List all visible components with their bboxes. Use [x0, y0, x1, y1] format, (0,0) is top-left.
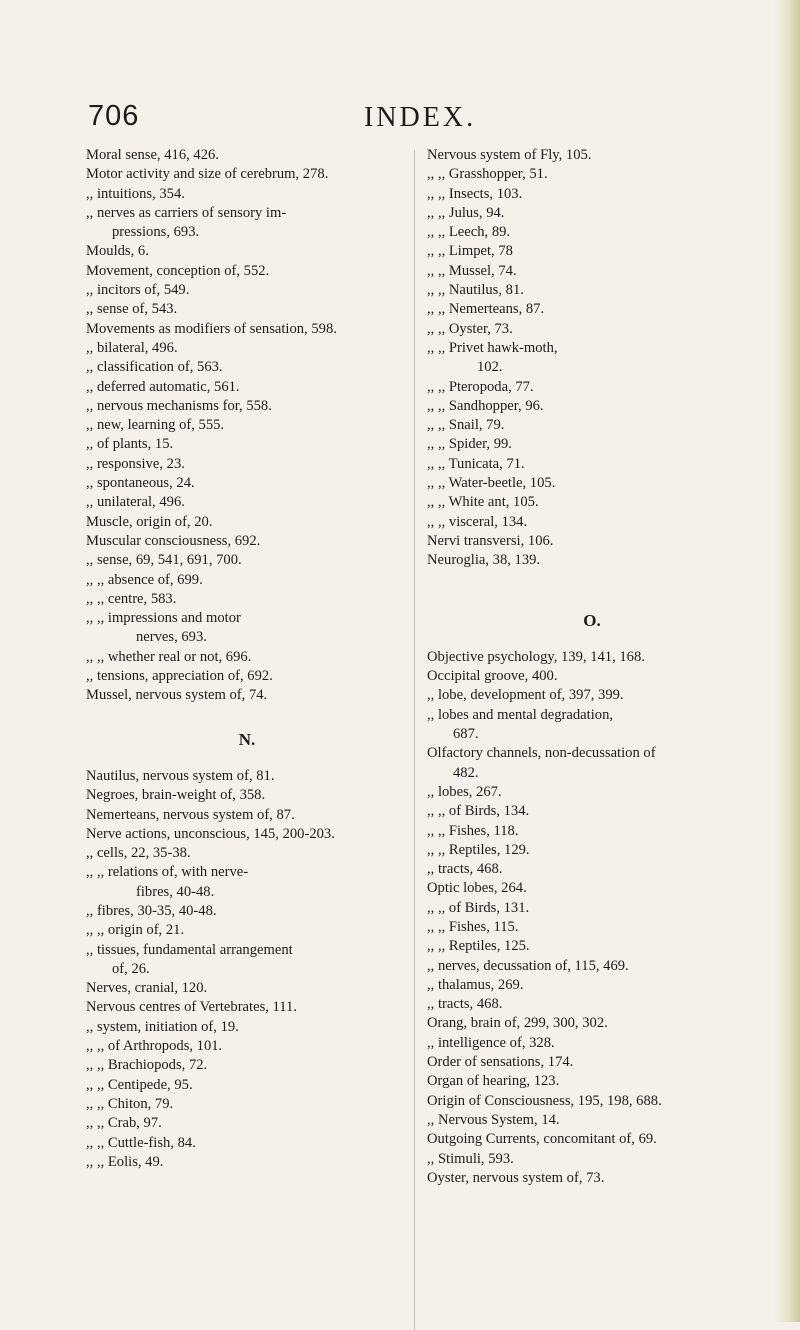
index-entry: Outgoing Currents, concomitant of, 69.	[427, 1131, 657, 1148]
index-entry: Neuroglia, 38, 139.	[427, 552, 541, 569]
index-entry: ,, classification of, 563.	[86, 359, 223, 376]
index-entry: ,, ,, Nautilus, 81.	[427, 282, 524, 299]
index-entry: Negroes, brain-weight of, 358.	[86, 787, 266, 804]
index-entry: ,, ,, Grasshopper, 51.	[427, 166, 548, 183]
index-entry: ,, lobe, development of, 397, 399.	[427, 687, 624, 704]
index-entry: ,, cells, 22, 35-38.	[86, 845, 191, 862]
index-entry: Nervous centres of Vertebrates, 111.	[86, 999, 297, 1016]
index-entry: ,, ,, Pteropoda, 77.	[427, 378, 534, 395]
index-entry: Order of sensations, 174.	[427, 1054, 574, 1071]
left-column	[86, 146, 408, 1172]
index-entry: ,, ,, Privet hawk-moth,	[427, 339, 558, 356]
index-entry-continuation: of, 26.	[112, 960, 150, 977]
index-entry: Nerve actions, unconscious, 145, 200-203.	[86, 825, 335, 842]
index-entry-continuation: 102.	[477, 359, 503, 376]
index-entry-continuation: fibres, 40-48.	[136, 883, 215, 900]
index-entry: ,, tracts, 468.	[427, 861, 503, 878]
index-entry: ,, tissues, fundamental arrangement	[86, 941, 293, 958]
index-entry: ,, ,, Tunicata, 71.	[427, 455, 525, 472]
index-entry: Muscular consciousness, 692.	[86, 532, 261, 549]
index-entry: ,, ,, Julus, 94.	[427, 204, 505, 221]
index-entry: ,, Nervous System, 14.	[427, 1111, 560, 1128]
index-entry: ,, ,, Sandhopper, 96.	[427, 397, 544, 414]
index-entry: ,, ,, of Birds, 134.	[427, 803, 530, 820]
index-entry: ,, ,, Leech, 89.	[427, 224, 511, 241]
index-entry: ,, ,, relations of, with nerve-	[86, 864, 249, 881]
index-entry: ,, ,, Cuttle-fish, 84.	[86, 1134, 196, 1151]
index-entry: Orang, brain of, 299, 300, 302.	[427, 1015, 608, 1032]
index-entry: ,, system, initiation of, 19.	[86, 1018, 239, 1035]
index-entry: ,, ,, Eolis, 49.	[86, 1153, 164, 1170]
index-entry: ,, ,, Crab, 97.	[86, 1115, 162, 1132]
index-entry: Movements as modifiers of sensation, 598.	[86, 320, 337, 337]
index-entry: ,, ,, White ant, 105.	[427, 494, 539, 511]
index-entry: Optic lobes, 264.	[427, 880, 527, 897]
index-entry: ,, unilateral, 496.	[86, 494, 185, 511]
index-entry: ,, ,, Water-beetle, 105.	[427, 475, 556, 492]
right-column	[427, 146, 757, 1188]
index-entry: Moulds, 6.	[86, 243, 149, 260]
index-entry: ,, ,, absence of, 699.	[86, 571, 203, 588]
index-entry: ,, sense, 69, 541, 691, 700.	[86, 552, 242, 569]
index-entry: ,, ,, whether real or not, 696.	[86, 648, 252, 665]
section-heading-o: O.	[583, 610, 601, 630]
index-entry: Moral sense, 416, 426.	[86, 147, 219, 163]
index-entry: ,, Stimuli, 593.	[427, 1150, 514, 1167]
index-entry: Muscle, origin of, 20.	[86, 513, 213, 530]
index-entry: ,, ,, origin of, 21.	[86, 922, 185, 939]
index-entry: ,, ,, Reptiles, 125.	[427, 938, 530, 955]
index-entry: ,, ,, Oyster, 73.	[427, 320, 513, 337]
page-title: INDEX.	[364, 102, 477, 133]
index-entry: ,, ,, Brachiopods, 72.	[86, 1057, 208, 1074]
column-divider	[414, 150, 415, 1330]
index-entry: Nemerteans, nervous system of, 87.	[86, 806, 295, 823]
index-entry: ,, nervous mechanisms for, 558.	[86, 397, 272, 414]
index-entry: ,, ,, Centipede, 95.	[86, 1076, 193, 1093]
index-entry: ,, ,, Spider, 99.	[427, 436, 512, 453]
index-entry: ,, ,, Fishes, 115.	[427, 918, 519, 935]
index-entry: ,, sense of, 543.	[86, 301, 178, 318]
index-entry: Movement, conception of, 552.	[86, 262, 270, 279]
index-entry-continuation: 482.	[453, 764, 479, 781]
index-entry: ,, nerves, decussation of, 115, 469.	[427, 957, 629, 974]
index-entry: ,, bilateral, 496.	[86, 339, 178, 356]
index-entry: ,, intuitions, 354.	[86, 185, 185, 202]
index-entry: ,, incitors of, 549.	[86, 282, 190, 299]
index-entry: Motor activity and size of cerebrum, 278.	[86, 166, 329, 183]
index-entry: ,, ,, Fishes, 118.	[427, 822, 519, 839]
index-entry: ,, new, learning of, 555.	[86, 417, 225, 434]
index-entry: Nervi transversi, 106.	[427, 532, 554, 549]
index-entry: ,, tracts, 468.	[427, 996, 503, 1013]
index-entry: ,, ,, Limpet, 78	[427, 243, 513, 260]
index-entry: ,, lobes, 267.	[427, 783, 502, 800]
index-entry: Organ of hearing, 123.	[427, 1073, 560, 1090]
index-entry: ,, fibres, 30-35, 40-48.	[86, 902, 217, 919]
page-number: 706	[88, 100, 140, 132]
index-entry: ,, ,, Reptiles, 129.	[427, 841, 530, 858]
page-edge-shadow	[774, 0, 800, 1322]
index-entry: ,, ,, impressions and motor	[86, 610, 241, 627]
index-entry: Occipital groove, 400.	[427, 668, 558, 685]
index-entry: ,, ,, of Birds, 131.	[427, 899, 530, 916]
index-entry: ,, ,, of Arthropods, 101.	[86, 1038, 223, 1055]
index-entry: Mussel, nervous system of, 74.	[86, 687, 268, 704]
index-entry-continuation: nerves, 693.	[136, 629, 207, 646]
index-entry: Nerves, cranial, 120.	[86, 980, 208, 997]
index-entry: Objective psychology, 139, 141, 168.	[427, 648, 645, 665]
index-entry: Nervous system of Fly, 105.	[427, 147, 592, 163]
index-entry: ,, ,, visceral, 134.	[427, 513, 528, 530]
index-entry: Oyster, nervous system of, 73.	[427, 1169, 605, 1186]
index-entry: Olfactory channels, non-decussation of	[427, 745, 656, 762]
index-entry: Origin of Consciousness, 195, 198, 688.	[427, 1092, 662, 1109]
index-entry: ,, of plants, 15.	[86, 436, 174, 453]
index-entry: ,, intelligence of, 328.	[427, 1034, 555, 1051]
index-entry: ,, thalamus, 269.	[427, 976, 524, 993]
index-entry: ,, ,, Insects, 103.	[427, 185, 523, 202]
index-entry: ,, responsive, 23.	[86, 455, 185, 472]
index-entry-continuation: pressions, 693.	[112, 224, 200, 241]
index-entry: ,, spontaneous, 24.	[86, 475, 195, 492]
index-entry: ,, lobes and mental degradation,	[427, 706, 614, 723]
index-entry: ,, tensions, appreciation of, 692.	[86, 668, 273, 685]
index-entry: ,, ,, Nemerteans, 87.	[427, 301, 545, 318]
index-entry: Nautilus, nervous system of, 81.	[86, 767, 275, 784]
section-heading-n: N.	[238, 729, 256, 749]
index-entry: ,, ,, Mussel, 74.	[427, 262, 517, 279]
index-entry: ,, ,, Chiton, 79.	[86, 1095, 174, 1112]
index-entry-continuation: 687.	[453, 726, 479, 743]
index-entry: ,, ,, centre, 583.	[86, 590, 177, 607]
index-entry: ,, deferred automatic, 561.	[86, 378, 240, 395]
index-entry: ,, nerves as carriers of sensory im-	[86, 204, 287, 221]
index-entry: ,, ,, Snail, 79.	[427, 417, 505, 434]
